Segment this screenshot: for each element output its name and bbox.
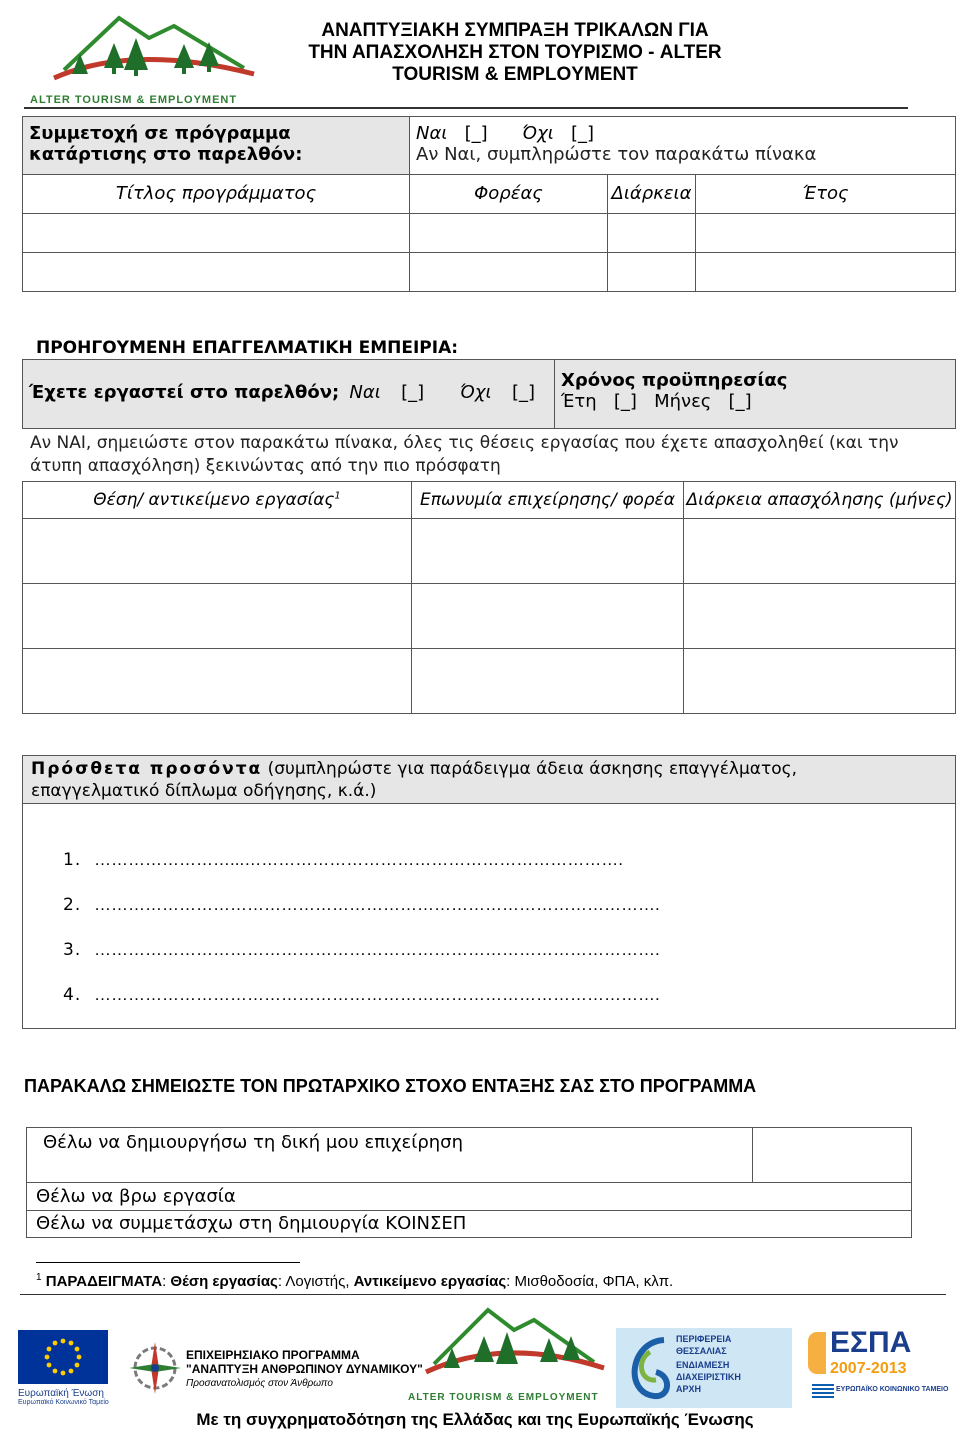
experience-yes-checkbox[interactable]: [_] bbox=[401, 382, 425, 403]
espa-logo bbox=[808, 1326, 949, 1410]
training-col-title-label: Τίτλος προγράμματος bbox=[115, 183, 317, 204]
espa-years: 2007-2013 bbox=[830, 1360, 907, 1377]
espa-caption: ΕΥΡΩΠΑΪΚΟ ΚΟΙΝΩΝΙΚΟ ΤΑΜΕΙΟ bbox=[836, 1386, 949, 1393]
op-line2: "ΑΝΑΠΤΥΞΗ ΑΝΘΡΩΠΙΝΟΥ ΔΥΝΑΜΙΚΟΥ" bbox=[186, 1362, 423, 1376]
header-title bbox=[270, 20, 760, 86]
training-col-duration-label: Διάρκεια bbox=[611, 183, 692, 204]
training-row-1-body[interactable] bbox=[409, 213, 608, 253]
goal-option-find-job[interactable]: Θέλω να βρω εργασία bbox=[36, 1186, 236, 1207]
experience-col-duration bbox=[683, 481, 956, 519]
training-col-year-label: Έτος bbox=[802, 183, 849, 204]
region-line2: ΘΕΣΣΑΛΙΑΣ bbox=[676, 1346, 727, 1356]
experience-section-title: ΠΡΟΗΓΟΥΜΕΝΗ ΕΠΑΓΓΕΛΜΑΤΙΚΗ ΕΜΠΕΙΡΙΑ: bbox=[36, 338, 459, 358]
header-title-line: TOURISM & EMPLOYMENT bbox=[392, 64, 638, 85]
region-line5: ΑΡΧΗ bbox=[676, 1384, 702, 1394]
qualifications-body bbox=[22, 803, 956, 1029]
op-logo bbox=[126, 1332, 423, 1408]
region-logo bbox=[616, 1328, 792, 1408]
op-line1: ΕΠΙΧΕΙΡΗΣΙΑΚΟ ΠΡΟΓΡΑΜΜΑ bbox=[186, 1348, 360, 1362]
footnote-label3: Αντικείμενο εργασίας bbox=[353, 1273, 507, 1290]
qualification-num: 4. bbox=[63, 985, 82, 1005]
experience-question: Έχετε εργαστεί στο παρελθόν; bbox=[29, 382, 340, 403]
training-row-1-title[interactable] bbox=[22, 213, 410, 253]
experience-row-1-company[interactable] bbox=[411, 518, 684, 584]
qualification-num: 1. bbox=[63, 850, 82, 870]
eu-caption-line1: Ευρωπαϊκή Ένωση bbox=[18, 1388, 104, 1399]
qualifications-header-line1 bbox=[31, 758, 947, 780]
logo-caption: ALTER TOURISM & EMPLOYMENT bbox=[30, 94, 238, 106]
qualifications-header bbox=[22, 755, 956, 804]
experience-row-2-company[interactable] bbox=[411, 583, 684, 649]
experience-col-position bbox=[22, 481, 412, 519]
header-title-line: ΑΝΑΠΤΥΞΙΑΚΗ ΣΥΜΠΡΑΞΗ ΤΡΙΚΑΛΩΝ ΓΙΑ bbox=[321, 20, 709, 41]
eu-logo bbox=[18, 1330, 112, 1410]
training-row-2-body[interactable] bbox=[409, 252, 608, 292]
training-question-line2: κατάρτισης στο παρελθόν: bbox=[29, 144, 303, 165]
footnote-sep1: : bbox=[162, 1273, 171, 1290]
mountain-trees-logo bbox=[24, 8, 264, 98]
training-col-body bbox=[409, 174, 608, 214]
experience-note bbox=[30, 432, 956, 478]
goal-option-own-business[interactable]: Θέλω να δημιουργήσω τη δική μου επιχείρηση bbox=[43, 1132, 464, 1153]
espa-name: ΕΣΠΑ bbox=[830, 1326, 912, 1359]
training-col-duration bbox=[607, 174, 696, 214]
qualification-dots: ………………………………………………………………………………………. bbox=[94, 985, 660, 1004]
training-question-cell bbox=[22, 116, 410, 175]
experience-row-3-position[interactable] bbox=[22, 648, 412, 714]
training-no-checkbox[interactable]: [_] bbox=[571, 123, 595, 144]
qualifications-desc-line2: επαγγελματικό δίπλωμα οδήγησης, κ.ά.) bbox=[31, 781, 377, 801]
mountain-trees-logo bbox=[404, 1300, 610, 1390]
training-col-title bbox=[22, 174, 410, 214]
experience-col-position-label: Θέση/ αντικείμενο εργασίας bbox=[93, 490, 335, 510]
training-row-1-duration[interactable] bbox=[607, 213, 696, 253]
training-yes-label: Ναι bbox=[416, 123, 448, 144]
training-row-2-duration[interactable] bbox=[607, 252, 696, 292]
experience-row-3-company[interactable] bbox=[411, 648, 684, 714]
experience-note-line1: Αν ΝΑΙ, σημειώστε στον παρακάτω πίνακα, όλες τις θέσεις εργασίας που έχετε απασχοληθεί (και την bbox=[30, 433, 899, 453]
qualification-dots: ……………………...…………………………………………………………. bbox=[94, 850, 623, 869]
footnote bbox=[36, 1272, 673, 1290]
experience-note-line2: άτυπη απασχόληση) ξεκινώντας από την πιο πρόσφατη bbox=[30, 456, 501, 476]
seniority-months-checkbox[interactable]: [_] bbox=[728, 391, 752, 412]
eu-caption-line2: Ευρωπαϊκό Κοινωνικό Ταμείο bbox=[18, 1399, 109, 1406]
experience-col-duration-label: Διάρκεια απασχόλησης (μήνες) bbox=[686, 490, 953, 510]
training-answer-cell bbox=[409, 116, 956, 175]
qualification-item-1[interactable] bbox=[63, 850, 623, 870]
region-line1: ΠΕΡΙΦΕΡΕΙΑ bbox=[676, 1334, 732, 1344]
training-row-1-year[interactable] bbox=[695, 213, 956, 253]
goal-title: ΠΑΡΑΚΑΛΩ ΣΗΜΕΙΩΣΤΕ ΤΟΝ ΠΡΩΤΑΡΧΙΚΟ ΣΤΟΧΟ ΕΝΤΑΞΗΣ ΣΑΣ ΣΤΟ ΠΡΟΓΡΑΜΜΑ bbox=[24, 1076, 757, 1096]
goal-divider-vertical bbox=[752, 1128, 753, 1182]
footnote-num: 1 bbox=[36, 1272, 42, 1283]
qualification-item-2[interactable] bbox=[63, 895, 660, 915]
qualification-dots: ………………………………………………………………………………………. bbox=[94, 940, 660, 959]
footnote-text3: : Μισθοδοσία, ΦΠΑ, κλπ. bbox=[506, 1273, 674, 1290]
qualifications-desc-line1: (συμπληρώστε για παράδειγμα άδεια άσκησης επαγγέλματος, bbox=[262, 759, 797, 779]
qualification-item-3[interactable] bbox=[63, 940, 660, 960]
experience-col-company bbox=[411, 481, 684, 519]
goal-table bbox=[26, 1127, 912, 1238]
goal-divider-h1 bbox=[27, 1182, 911, 1183]
cofinance-text: Με τη συγχρηματοδότηση της Ελλάδας και της Ευρωπαϊκής Ένωσης bbox=[196, 1410, 754, 1429]
footer-rule bbox=[20, 1294, 946, 1295]
qualification-num: 3. bbox=[63, 940, 82, 960]
footnote-label1: ΠΑΡΑΔΕΙΓΜΑΤΑ bbox=[45, 1273, 163, 1290]
seniority-years-checkbox[interactable]: [_] bbox=[613, 391, 637, 412]
training-row-2-title[interactable] bbox=[22, 252, 410, 292]
compass-icon bbox=[126, 1336, 184, 1400]
seniority-row bbox=[561, 391, 949, 412]
seniority-years-label: Έτη bbox=[561, 391, 597, 412]
training-col-year bbox=[695, 174, 956, 214]
experience-col-company-label: Επωνυμία επιχείρησης/ φορέα bbox=[420, 490, 675, 510]
eu-flag-icon bbox=[18, 1330, 108, 1384]
region-line3: ΕΝΔΙΑΜΕΣΗ bbox=[676, 1360, 730, 1370]
experience-no-label: Όχι bbox=[459, 382, 492, 403]
experience-no-checkbox[interactable]: [_] bbox=[512, 382, 536, 403]
espa-swoosh-icon bbox=[808, 1332, 826, 1374]
region-line4: ΔΙΑΧΕΙΡΙΣΤΙΚΗ bbox=[676, 1372, 741, 1382]
experience-row-2-position[interactable] bbox=[22, 583, 412, 649]
goal-option-koinsep[interactable]: Θέλω να συμμετάσχω στη δημιουργία ΚΟΙΝΣΕΠ bbox=[36, 1213, 467, 1234]
training-no-label: Όχι bbox=[521, 123, 554, 144]
training-col-body-label: Φορέας bbox=[474, 183, 543, 204]
experience-question-cell bbox=[22, 359, 555, 429]
seniority-months-label: Μήνες bbox=[654, 391, 712, 412]
training-question-line1: Συμμετοχή σε πρόγραμμα bbox=[29, 123, 291, 144]
alter-footer-logo bbox=[404, 1300, 610, 1408]
qualifications-title: Πρόσθετα προσόντα bbox=[31, 759, 263, 779]
qualification-dots: ………………………………………………………………………………………. bbox=[94, 895, 660, 914]
seniority-cell bbox=[554, 359, 956, 429]
experience-row-1-position[interactable] bbox=[22, 518, 412, 584]
training-row-2-year[interactable] bbox=[695, 252, 956, 292]
goal-divider-h2 bbox=[27, 1210, 911, 1211]
qualification-item-4[interactable] bbox=[63, 985, 660, 1005]
qualification-num: 2. bbox=[63, 895, 82, 915]
experience-row-1-duration[interactable] bbox=[683, 518, 956, 584]
training-yes-checkbox[interactable]: [_] bbox=[464, 123, 488, 144]
seniority-title: Χρόνος προϋπηρεσίας bbox=[561, 370, 788, 391]
header-logo bbox=[24, 8, 264, 108]
header-title-line: ΤΗΝ ΑΠΑΣΧΟΛΗΣΗ ΣΤΟΝ ΤΟΥΡΙΣΜΟ - ALTER bbox=[308, 42, 722, 63]
training-yes-no-row bbox=[416, 123, 949, 144]
op-line3: Προσανατολισμός στον Άνθρωπο bbox=[186, 1378, 333, 1389]
header-rule bbox=[24, 107, 908, 109]
experience-row-3-duration[interactable] bbox=[683, 648, 956, 714]
region-swirl-icon bbox=[620, 1332, 674, 1404]
footnote-rule bbox=[36, 1262, 300, 1263]
espa-flag-icon bbox=[812, 1384, 834, 1398]
training-instruction: Αν Ναι, συμπληρώστε τον παρακάτω πίνακα bbox=[416, 144, 817, 165]
footnote-label2: Θέση εργασίας bbox=[170, 1273, 278, 1290]
footnote-text2: : Λογιστής, bbox=[277, 1273, 354, 1290]
footnote-ref: 1 bbox=[334, 490, 341, 502]
alter-footer-caption: ALTER TOURISM & EMPLOYMENT bbox=[408, 1392, 599, 1403]
experience-row-2-duration[interactable] bbox=[683, 583, 956, 649]
experience-yes-label: Ναι bbox=[349, 382, 381, 403]
